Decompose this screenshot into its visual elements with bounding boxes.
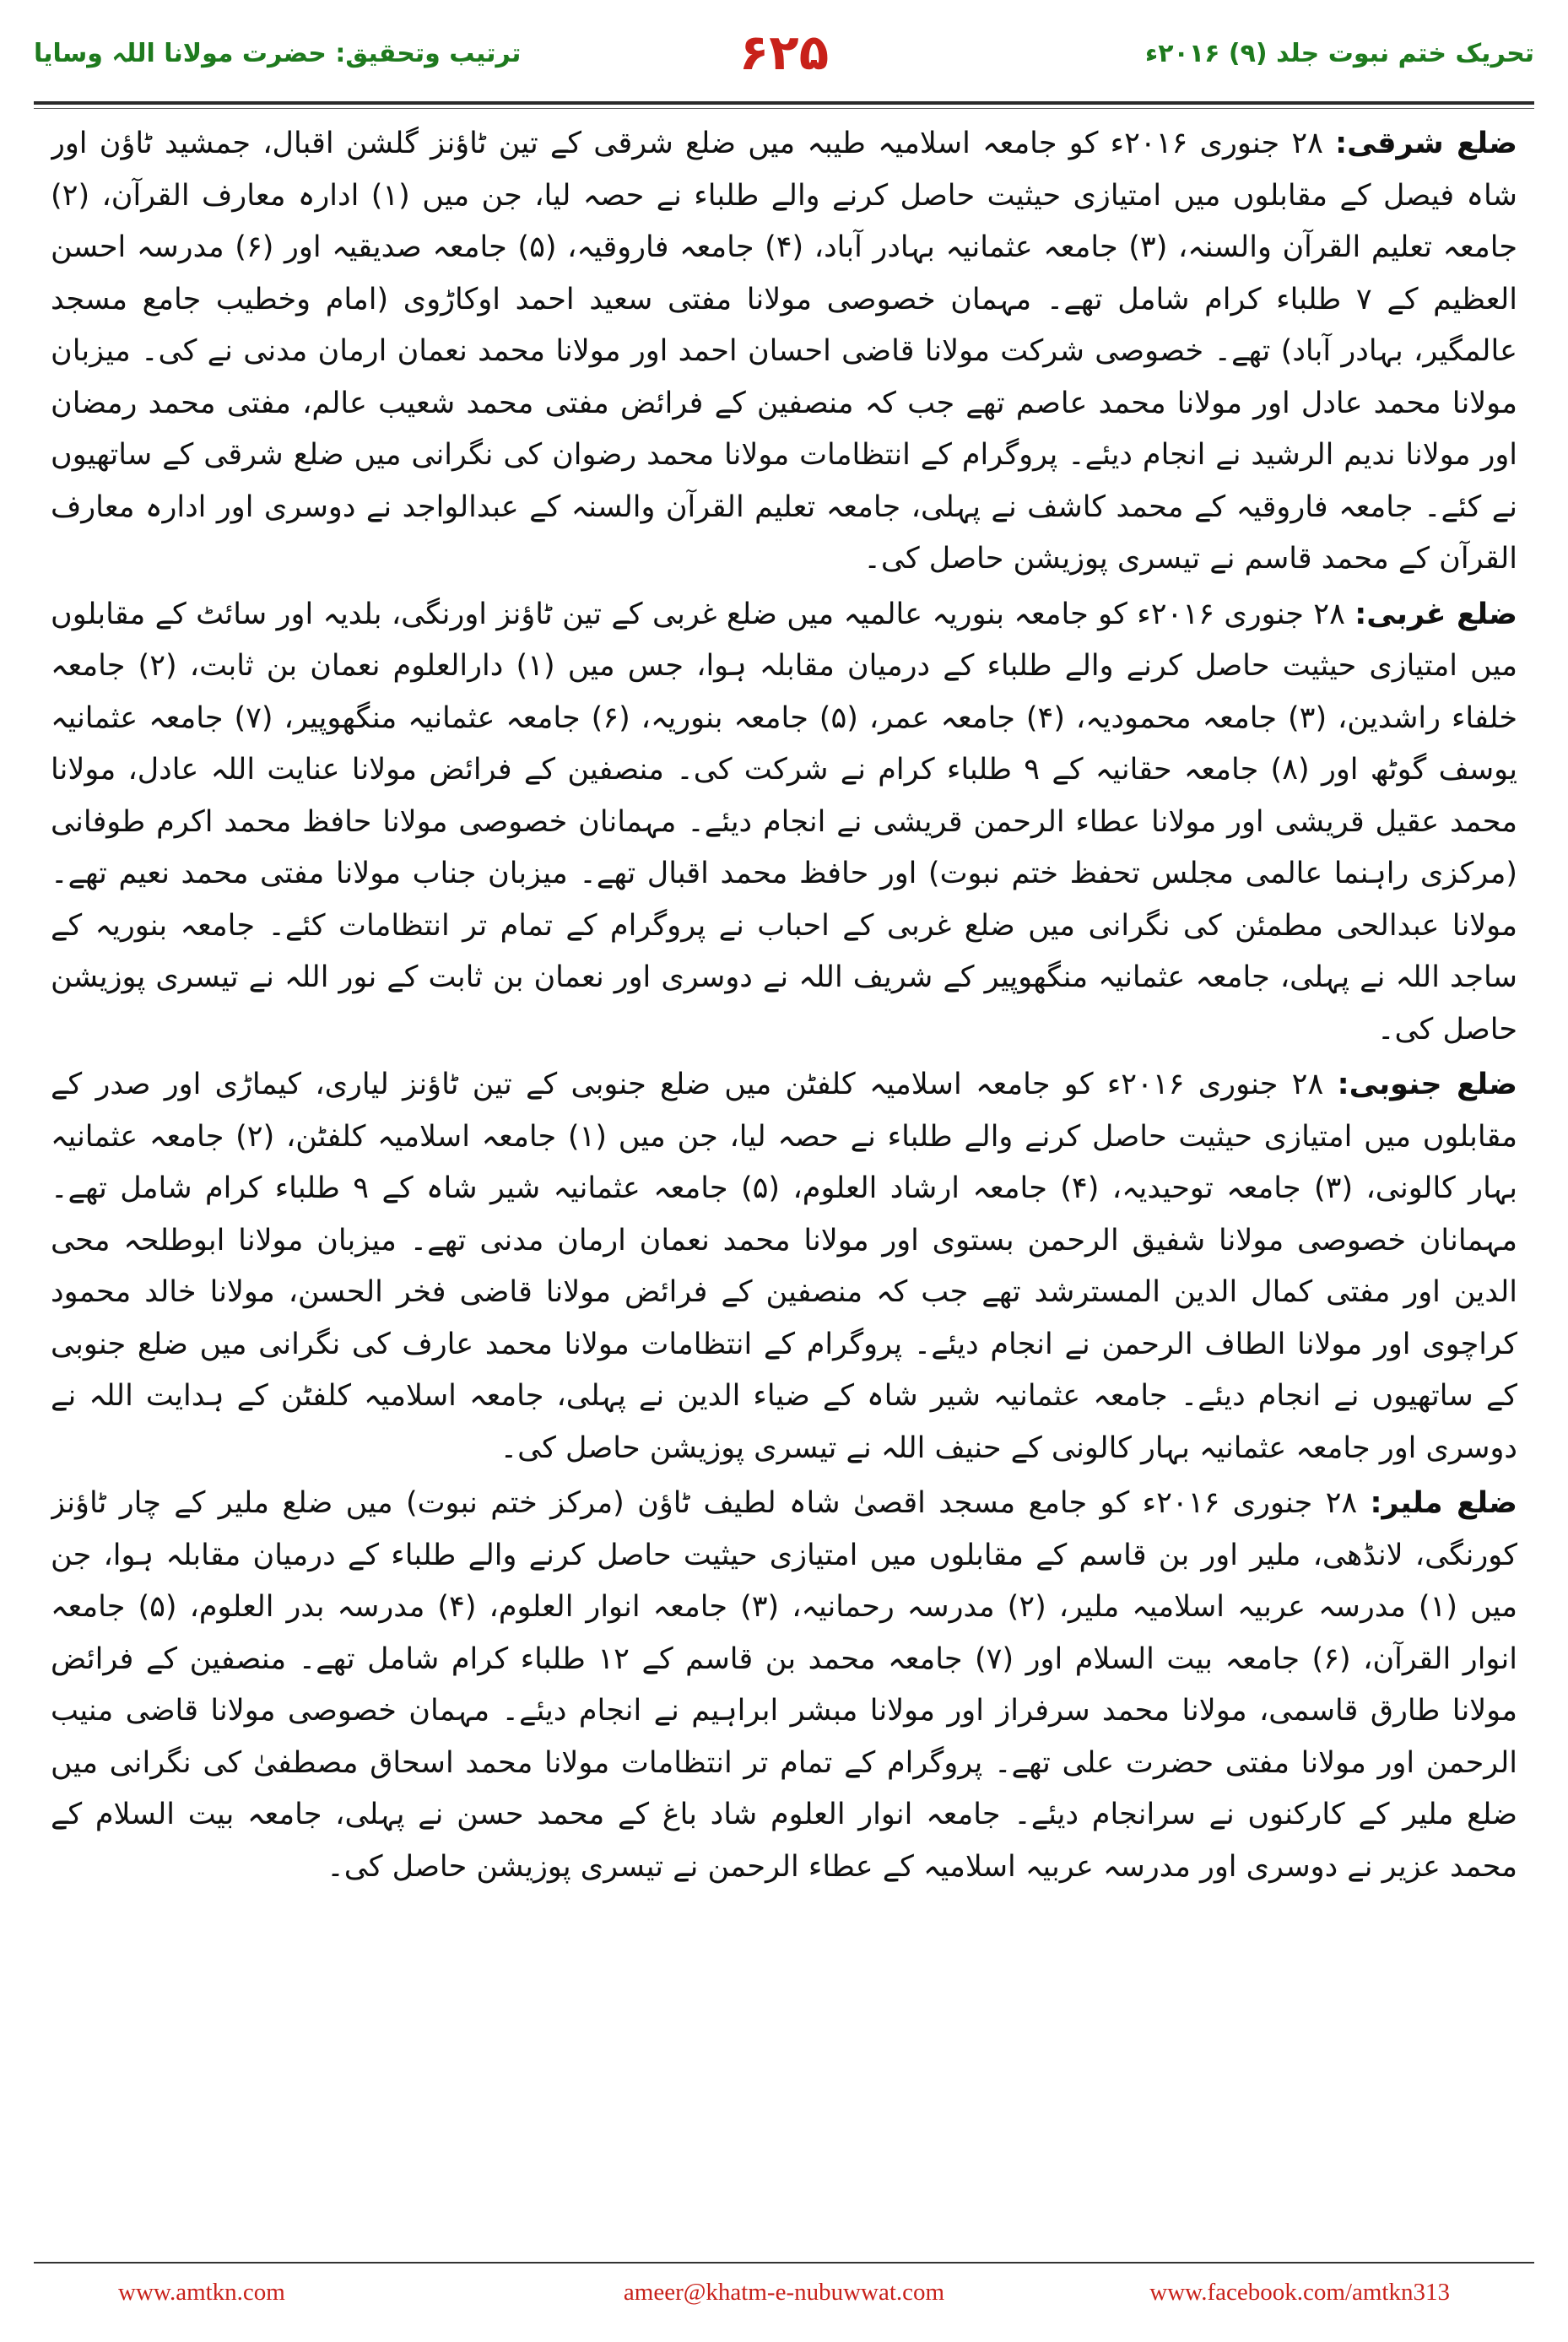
paragraph-text: ۲۸ جنوری ۲۰۱۶ء کو جامعہ اسلامیہ طیبہ میں ضلع شرقی کے تین ٹاؤنز گلشن اقبال، جمشید ٹاؤن اور شاہ فیصل کے مقابلوں میں امتیازی حیثیت حاصل کرنے والے طلباء نے حصہ لیا، جن میں (۱) ادارہ معارف القرآن، (۲) جامعہ تعلیم القرآن والسنہ، (۳) جامعہ عثمانیہ بہادر آباد، (۴) جامعہ فاروقیہ، (۵) جامعہ صدیقیہ اور (۶) مدرسہ احسن العظیم کے ۷ طلباء کرام شامل تھے۔ مہمان خصوصی مولانا مفتی سعید احمد اوکاڑوی (امام وخطیب جامع مسجد عالمگیر، بہادر آباد) تھے۔ خصوصی شرکت مولانا قاضی احسان احمد اور مولانا محمد نعمان ارمان مدنی نے کی۔ میزبان مولانا محمد عادل اور مولانا محمد عاصم تھے جب کہ منصفین کے فرائض مفتی محمد شعیب عالم، مفتی محمد رمضان اور مولانا ندیم الرشید نے انجام دیئے۔ پروگرام کے انتظامات مولانا محمد رضوان کی نگرانی میں ضلع شرقی کے ساتھیوں نے کئے۔ جامعہ فاروقیہ کے محمد کاشف نے پہلی، جامعہ تعلیم القرآن والسنہ کے عبدالواجد نے دوسری اور ادارہ معارف القرآن کے محمد قاسم نے تیسری پوزیشن حاصل کی۔	[51, 127, 1517, 576]
page-footer	[118, 2279, 1450, 2321]
section-heading: ضلع جنوبی:	[1337, 1068, 1517, 1101]
page-number: ۶۲۵	[738, 24, 830, 81]
paragraph-text: ۲۸ جنوری ۲۰۱۶ء کو جامعہ اسلامیہ کلفٹن میں ضلع جنوبی کے تین ٹاؤنز لیاری، کیماڑی اور صدر کے مقابلوں میں امتیازی حیثیت حاصل کرنے والے طلباء نے حصہ لیا، جن میں (۱) جامعہ اسلامیہ کلفٹن، (۲) جامعہ عثمانیہ بہار کالونی، (۳) جامعہ توحیدیہ، (۴) جامعہ ارشاد العلوم، (۵) جامعہ عثمانیہ شیر شاہ کے ۹ طلباء کرام شامل تھے۔ مہمانان خصوصی مولانا شفیق الرحمن بستوی اور مولانا محمد نعمان ارمان مدنی تھے۔ میزبان مولانا ابوطلحہ محی الدین اور مفتی کمال الدین المسترشد تھے جب کہ منصفین کے فرائض مولانا قاضی فخر الحسن، مولانا خالد محمود کراچوی اور مولانا الطاف الرحمن نے انجام دیئے۔ پروگرام کے انتظامات مولانا محمد عارف کی نگرانی میں ضلع جنوبی کے ساتھیوں نے انجام دیئے۔ جامعہ عثمانیہ شیر شاہ کے ضیاء الدین نے پہلی، جامعہ اسلامیہ کلفٹن کے ہدایت اللہ نے دوسری اور جامعہ عثمانیہ بہار کالونی کے حنیف اللہ نے تیسری پوزیشن حاصل کی۔	[51, 1068, 1517, 1465]
section-heading: ضلع ملیر:	[1370, 1486, 1517, 1520]
section-heading: ضلع غربی:	[1354, 597, 1517, 631]
facebook-link[interactable]: www.facebook.com/amtkn313	[1149, 2279, 1450, 2306]
footer-divider	[34, 2262, 1534, 2264]
header-divider-thin	[34, 108, 1534, 109]
header-divider	[34, 101, 1534, 105]
paragraph-district-west	[51, 589, 1517, 1057]
paragraph-district-east	[51, 118, 1517, 586]
paragraph-district-malir	[51, 1478, 1517, 1893]
book-title: تحریک ختم نبوت جلد (۹) ۲۰۱۶ء	[1144, 39, 1534, 68]
compiler-title: ترتیب وتحقیق: حضرت مولانا اللہ وسایا	[34, 39, 522, 68]
section-heading: ضلع شرقی:	[1335, 127, 1517, 160]
page-header	[34, 24, 1534, 91]
email-link[interactable]: ameer@khatm-e-nubuwwat.com	[623, 2279, 945, 2306]
paragraph-text: ۲۸ جنوری ۲۰۱۶ء کو جامع مسجد اقصیٰ شاہ لطیف ٹاؤن (مرکز ختم نبوت) میں ضلع ملیر کے چار ٹاؤنز کورنگی، لانڈھی، ملیر اور بن قاسم کے مقابلوں میں امتیازی حیثیت حاصل کرنے والے طلباء کے درمیان مقابلہ ہوا، جن میں (۱) مدرسہ عربیہ اسلامیہ ملیر، (۲) مدرسہ رحمانیہ، (۳) جامعہ انوار العلوم، (۴) مدرسہ بدر العلوم، (۵) جامعہ انوار القرآن، (۶) جامعہ بیت السلام اور (۷) جامعہ محمد بن قاسم کے ۱۲ طلباء کرام شامل تھے۔ منصفین کے فرائض مولانا طارق قاسمی، مولانا محمد سرفراز اور مولانا مبشر ابراہیم نے انجام دیئے۔ مہمان خصوصی مولانا قاضی منیب الرحمن اور مولانا مفتی حضرت علی تھے۔ پروگرام کے تمام تر انتظامات مولانا محمد اسحاق مصطفیٰ کی نگرانی میں ضلع ملیر کے کارکنوں نے سرانجام دیئے۔ جامعہ انوار العلوم شاد باغ کے محمد حسن نے پہلی، جامعہ بیت السلام کے محمد عزیر نے دوسری اور مدرسہ عربیہ اسلامیہ کے عطاء الرحمن نے تیسری پوزیشن حاصل کی۔	[51, 1486, 1517, 1884]
article-body	[51, 118, 1517, 2241]
paragraph-district-south	[51, 1059, 1517, 1474]
paragraph-text: ۲۸ جنوری ۲۰۱۶ء کو جامعہ بنوریہ عالمیہ میں ضلع غربی کے تین ٹاؤنز اورنگی، بلدیہ اور سائٹ کے مقابلوں میں امتیازی حیثیت حاصل کرنے والے طلباء کے درمیان مقابلہ ہوا، جس میں (۱) دارالعلوم نعمان بن ثابت، (۲) جامعہ خلفاء راشدین، (۳) جامعہ محمودیہ، (۴) جامعہ عمر، (۵) جامعہ بنوریہ، (۶) جامعہ عثمانیہ منگھوپیر، (۷) جامعہ عثمانیہ یوسف گوٹھ اور (۸) جامعہ حقانیہ کے ۹ طلباء کرام نے شرکت کی۔ منصفین کے فرائض مولانا عنایت اللہ عادل، مولانا محمد عقیل قریشی اور مولانا عطاء الرحمن قریشی نے انجام دیئے۔ مہمانان خصوصی مولانا حافظ محمد اکرم طوفانی (مرکزی راہنما عالمی مجلس تحفظ ختم نبوت) اور حافظ محمد اقبال تھے۔ میزبان جناب مولانا مفتی محمد نعیم تھے۔ مولانا عبدالحی مطمئن کی نگرانی میں ضلع غربی کے احباب نے پروگرام کے تمام تر انتظامات کئے۔ جامعہ بنوریہ کے ساجد اللہ نے پہلی، جامعہ عثمانیہ منگھوپیر کے شریف اللہ نے دوسری اور نعمان بن ثابت کے نور اللہ نے تیسری پوزیشن حاصل کی۔	[51, 597, 1517, 1047]
website-link[interactable]: www.amtkn.com	[118, 2279, 285, 2306]
